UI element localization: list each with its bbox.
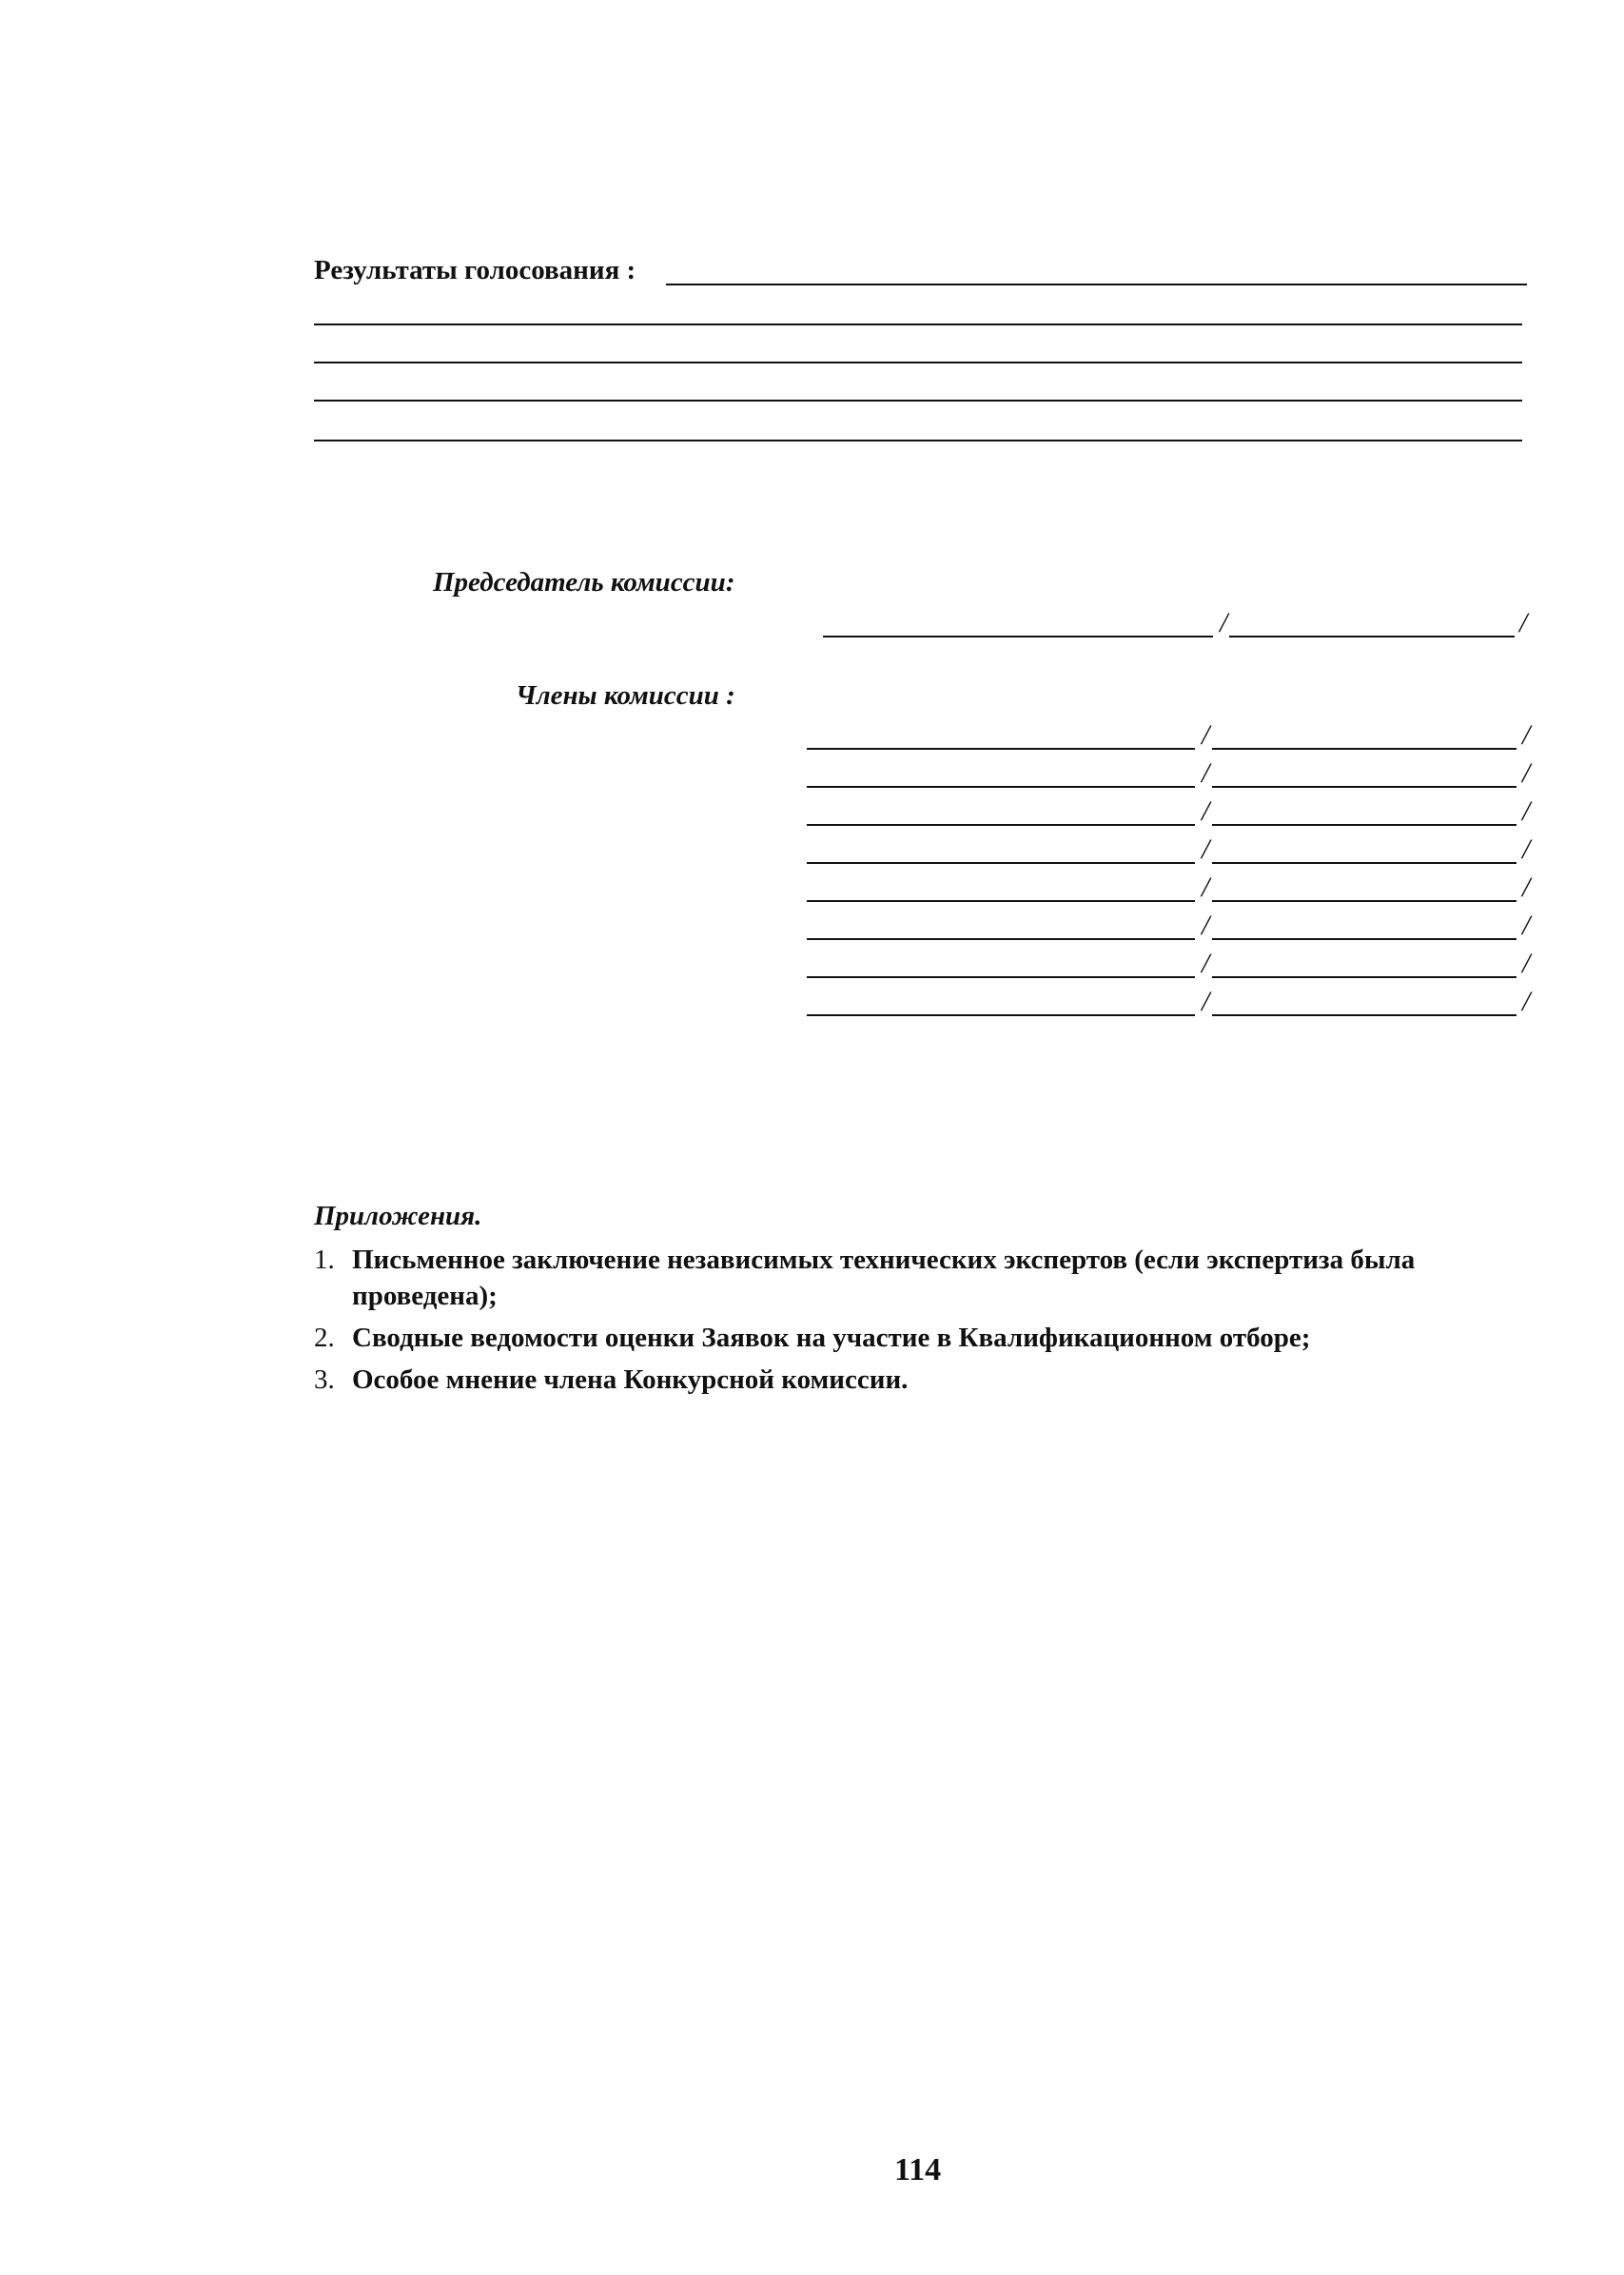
name-line [1212,748,1516,750]
list-item-text: Особое мнение члена Конкурсной комиссии. [352,1364,909,1395]
name-line [1212,786,1516,788]
slash-separator: / [1202,757,1210,789]
chairman-label: Председатель комиссии: [433,567,735,598]
appendices-title: Приложения. [314,1201,482,1231]
slash-separator: / [1202,795,1210,827]
signature-line [807,786,1195,788]
list-item [314,1320,1532,1356]
members-label: Члены комиссии : [516,680,735,711]
name-line [1212,900,1516,902]
page-number: 114 [894,2152,942,2187]
signature-line [807,938,1195,940]
name-line [1212,824,1516,826]
slash-separator: / [1202,910,1210,941]
voting-line [314,440,1522,441]
name-line [1212,1014,1516,1016]
voting-line [314,400,1522,402]
slash-separator: / [1522,910,1531,941]
list-item-number: 1. [314,1245,335,1275]
slash-separator: / [1522,948,1531,979]
name-line [1212,862,1516,864]
signature-line [807,1014,1195,1016]
slash-separator: / [1522,795,1531,827]
appendices-list [314,1242,1532,1403]
slash-separator: / [1522,719,1531,751]
list-item [314,1242,1532,1314]
list-item-text: Сводные ведомости оценки Заявок на участие в Квалификационном отборе; [352,1323,1311,1353]
name-line [1229,636,1515,637]
signature-line [807,862,1195,864]
slash-separator: / [1519,607,1528,638]
name-line [1212,938,1516,940]
list-item-number: 2. [314,1323,335,1353]
list-item-number: 3. [314,1364,335,1395]
voting-line [314,362,1522,363]
slash-separator: / [1202,948,1210,979]
signature-line [807,900,1195,902]
voting-line [666,284,1527,285]
slash-separator: / [1522,872,1531,903]
slash-separator: / [1522,757,1531,789]
voting-results-label: Результаты голосования : [314,255,636,285]
slash-separator: / [1202,719,1210,751]
voting-line [314,324,1522,325]
signature-line [807,976,1195,978]
signature-line [807,824,1195,826]
list-item [314,1362,1532,1398]
list-item-text: Письменное заключение независимых технических экспертов (если экспертиза была проведена); [352,1245,1416,1311]
slash-separator: / [1522,986,1531,1017]
slash-separator: / [1202,834,1210,865]
slash-separator: / [1202,872,1210,903]
signature-line [807,748,1195,750]
slash-separator: / [1220,607,1228,638]
name-line [1212,976,1516,978]
slash-separator: / [1522,834,1531,865]
slash-separator: / [1202,986,1210,1017]
signature-line [823,636,1213,637]
